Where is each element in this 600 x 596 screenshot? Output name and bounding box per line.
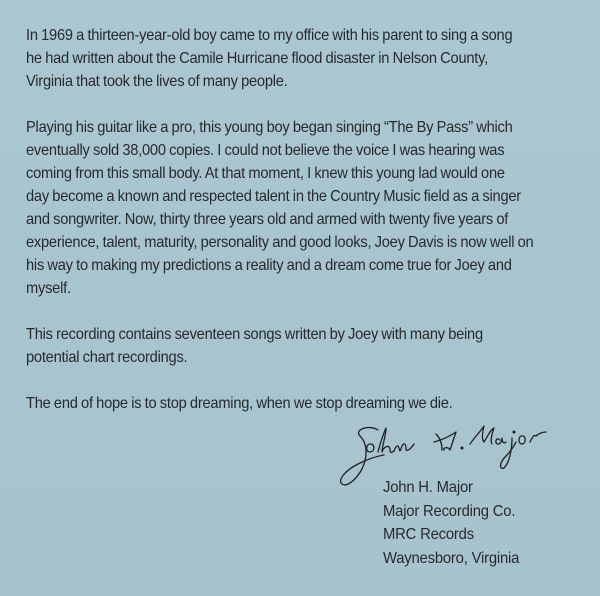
paragraph-recording: [26, 323, 558, 369]
text-line: potential chart recordings.: [26, 349, 188, 366]
text-line: In 1969 a thirteen-year-old boy came to my office with his parent to sing a song: [26, 27, 513, 44]
text-line: and songwriter. Now, thirty three years old and armed with twenty five years of: [26, 211, 509, 228]
text-line: day become a known and respected talent in the Country Music field as a singer: [26, 188, 521, 205]
text-line: Virginia that took the lives of many people.: [26, 73, 288, 90]
signer-location: Waynesboro, Virginia: [383, 549, 520, 567]
text-line: coming from this small body. At that moment, I knew this young lad would one: [26, 165, 505, 182]
liner-notes-body: [26, 24, 558, 438]
text-line: Playing his guitar like a pro, this young boy began singing “The By Pass” which: [26, 119, 513, 136]
text-line: myself.: [26, 280, 71, 297]
paragraph-story: [26, 116, 558, 300]
paragraph-intro: [26, 24, 558, 93]
paragraph-quote: [26, 392, 558, 415]
signature-block: [383, 476, 519, 570]
text-line: his way to making my predictions a reality and a dream come true for Joey and: [26, 257, 512, 274]
text-line: The end of hope is to stop dreaming, when we stop dreaming we die.: [26, 395, 453, 412]
text-line: eventually sold 38,000 copies. I could not believe the voice I was hearing was: [26, 142, 505, 159]
text-line: This recording contains seventeen songs written by Joey with many being: [26, 326, 483, 343]
signer-company: Major Recording Co.: [383, 502, 516, 520]
text-line: experience, talent, maturity, personality and good looks, Joey Davis is now well on: [26, 234, 534, 251]
signer-name: John H. Major: [383, 479, 473, 496]
signer-label: MRC Records: [383, 526, 474, 543]
text-line: he had written about the Camile Hurricane flood disaster in Nelson County,: [26, 50, 488, 67]
